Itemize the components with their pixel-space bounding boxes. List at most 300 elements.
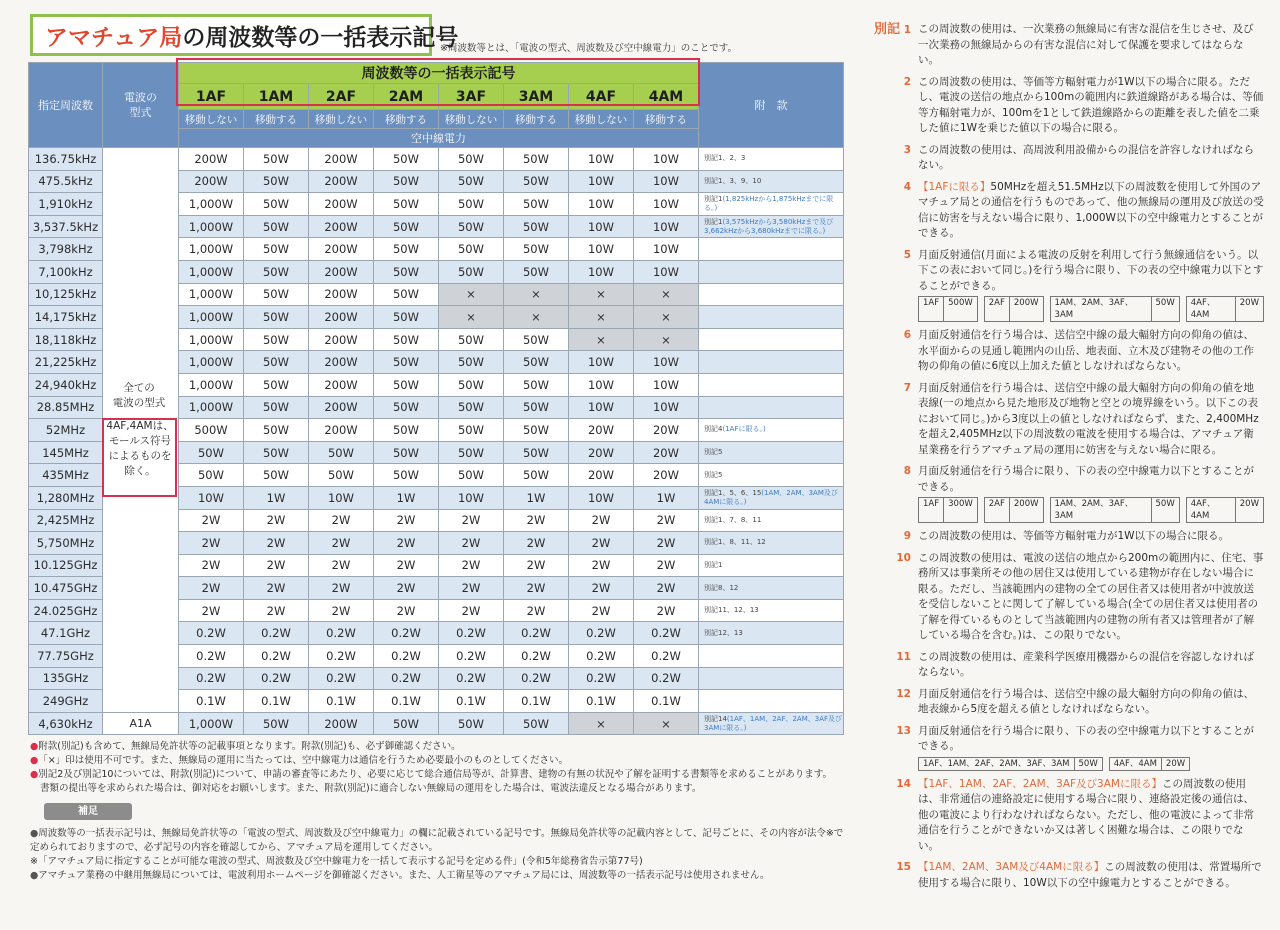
frequency-cell: 28.85MHz xyxy=(29,396,103,419)
frequency-cell: 10,125kHz xyxy=(29,283,103,306)
mode-all-line1: 全ての xyxy=(123,382,155,394)
power-cell: 1,000W xyxy=(179,306,244,329)
appendix-text: この周波数の使用は、高周波利用設備からの混信を許容しなければならない。 xyxy=(918,143,1254,171)
power-cell: 2W xyxy=(439,577,504,600)
appendix-number-value: 10 xyxy=(896,551,911,564)
power-cell: 50W xyxy=(504,712,569,735)
power-cell: 50W xyxy=(504,193,569,216)
power-cell: 0.2W xyxy=(569,645,634,668)
power-cell: × xyxy=(634,283,699,306)
power-cell: 200W xyxy=(309,148,374,171)
power-cell: 0.1W xyxy=(309,690,374,713)
power-cell: 0.1W xyxy=(569,690,634,713)
frequency-cell: 18,118kHz xyxy=(29,328,103,351)
power-cell: 10W xyxy=(569,238,634,261)
note-cell xyxy=(699,238,844,261)
appendix-text: 月面反射通信を行う場合に限り、下の表の空中線電力以下とすることができる。 xyxy=(918,724,1254,752)
power-cell: 2W xyxy=(634,554,699,577)
frequency-cell: 5,750MHz xyxy=(29,532,103,555)
supplement-note: ●アマチュア業務の中継用無線局については、電波利用ホームページを御確認ください。また、人工衛星等のアマチュア局には、周波数等の一括表示記号は使用されません。 xyxy=(30,870,770,881)
frequency-cell: 24,940kHz xyxy=(29,373,103,396)
power-cell: 1W xyxy=(244,486,309,509)
power-cell: 2W xyxy=(634,532,699,555)
power-cell: 2W xyxy=(569,509,634,532)
power-cell: 0.2W xyxy=(634,622,699,645)
col-header-group: 周波数等の一括表示記号 xyxy=(179,63,699,84)
power-cell: 10W xyxy=(634,148,699,171)
power-cell: 50W xyxy=(439,193,504,216)
power-cell: 2W xyxy=(244,577,309,600)
power-limit-code: 4AF、4AM xyxy=(1113,758,1157,769)
frequency-cell: 2,425MHz xyxy=(29,509,103,532)
frequency-cell: 47.1GHz xyxy=(29,622,103,645)
frequency-cell: 135GHz xyxy=(29,667,103,690)
power-cell: 10W xyxy=(309,486,374,509)
mode-exception-text xyxy=(103,419,177,479)
power-cell: 2W xyxy=(504,599,569,622)
power-cell: 50W xyxy=(504,148,569,171)
appendix-number-value: 13 xyxy=(896,724,911,737)
note-cell xyxy=(699,351,844,374)
power-limit-entry xyxy=(1050,296,1180,322)
col-header-notes: 附 款 xyxy=(699,63,844,148)
appendix-item xyxy=(874,529,1264,545)
mode-all-label xyxy=(96,381,182,411)
power-cell: 50W xyxy=(244,328,309,351)
appendix-text: 月面反射通信を行う場合は、送信空中線の最大輻射方向の仰角の値は、地表線から5度を超える値としなければならない。 xyxy=(918,687,1254,715)
power-cell: 50W xyxy=(374,193,439,216)
power-cell: 2W xyxy=(374,577,439,600)
power-cell: 0.2W xyxy=(634,667,699,690)
frequency-cell: 145MHz xyxy=(29,441,103,464)
power-cell: 1,000W xyxy=(179,260,244,283)
power-cell: 10W xyxy=(634,260,699,283)
power-cell: 50W xyxy=(374,170,439,193)
note-cell xyxy=(699,283,844,306)
appendix-number-value: 11 xyxy=(896,650,911,663)
bottom-note: ●「×」印は使用不可です。また、無線局の運用に当たっては、空中線電力は通信を行うため必要最小のものとしてください。 xyxy=(30,755,568,766)
power-limit-table xyxy=(918,497,1264,523)
power-cell: 0.2W xyxy=(439,622,504,645)
power-cell: 20W xyxy=(634,464,699,487)
power-cell: 1,000W xyxy=(179,238,244,261)
power-limit-entry xyxy=(1186,497,1264,523)
power-cell: 0.2W xyxy=(374,622,439,645)
power-limit-code: 1AM、2AM、3AF、3AM xyxy=(1054,298,1134,320)
power-cell: 0.2W xyxy=(244,645,309,668)
appendix-number xyxy=(874,777,916,793)
power-cell: 0.2W xyxy=(244,667,309,690)
appendix-number xyxy=(874,381,916,397)
power-cell: 200W xyxy=(179,170,244,193)
power-cell: 0.1W xyxy=(439,690,504,713)
mode-exception-line: 4AF,4AMは、 xyxy=(106,420,174,432)
power-limit-value: 50W xyxy=(1151,297,1179,321)
power-limit-value: 20W xyxy=(1235,297,1263,321)
power-limit-code: 2AF xyxy=(988,298,1005,308)
power-cell: 10W xyxy=(569,215,634,238)
frequency-cell: 7,100kHz xyxy=(29,260,103,283)
power-cell: 2W xyxy=(439,599,504,622)
power-limit-entry xyxy=(918,296,978,322)
power-cell: 200W xyxy=(309,170,374,193)
power-cell: 2W xyxy=(374,599,439,622)
power-cell: 10W xyxy=(179,486,244,509)
note-cell: 別記1、2、3 xyxy=(699,148,844,171)
power-cell: 50W xyxy=(439,215,504,238)
code-header: 1AM xyxy=(244,84,309,110)
power-cell: 50W xyxy=(374,373,439,396)
power-cell: 50W xyxy=(374,215,439,238)
power-cell: 1W xyxy=(374,486,439,509)
appendix-number-value: 3 xyxy=(903,143,911,156)
power-cell: 200W xyxy=(309,373,374,396)
power-cell: 50W xyxy=(439,396,504,419)
table-row xyxy=(29,712,844,735)
power-cell: 2W xyxy=(244,599,309,622)
appendix-number-value: 12 xyxy=(896,687,911,700)
note-cell: 別記1、3、9、10 xyxy=(699,170,844,193)
supplement-notes xyxy=(30,827,850,883)
power-cell: 2W xyxy=(504,509,569,532)
power-cell: 20W xyxy=(569,441,634,464)
power-cell: 2W xyxy=(439,532,504,555)
power-cell: 200W xyxy=(309,351,374,374)
power-cell: 0.2W xyxy=(439,645,504,668)
power-cell: 2W xyxy=(374,554,439,577)
power-cell: 0.2W xyxy=(374,645,439,668)
power-cell: × xyxy=(569,328,634,351)
power-limit-code: 2AF xyxy=(988,499,1005,509)
power-limit-value: 20W xyxy=(1161,758,1189,770)
power-cell: 50W xyxy=(309,441,374,464)
power-cell: 2W xyxy=(569,532,634,555)
appendix-number xyxy=(874,22,916,39)
appendix-number-value: 7 xyxy=(903,381,911,394)
power-cell: 20W xyxy=(569,464,634,487)
power-cell: 50W xyxy=(244,238,309,261)
appendix-scope: 【1AFに限る】 xyxy=(918,180,991,193)
frequency-cell: 3,537.5kHz xyxy=(29,215,103,238)
power-limit-entry xyxy=(918,497,978,523)
power-cell: 50W xyxy=(504,351,569,374)
frequency-cell: 14,175kHz xyxy=(29,306,103,329)
power-cell: 10W xyxy=(569,170,634,193)
appendix-text: この周波数の使用は、電波の送信の地点から200mの範囲内に、住宅、事務所又は事業所その他の居住又は使用している建物が存在しない場合に限る。ただし、当該範囲内の建物の全ての居住者又は使用者が中波放送を受信しないことに関して了解している場合(全ての居住者又は使用者の了解を得ているものとして当該範囲内の建物の所有者又は管理者が了解している場合を含む。)は、この限りでない。 xyxy=(918,551,1264,641)
appendix-item xyxy=(874,687,1264,718)
power-cell: 50W xyxy=(374,260,439,283)
power-limit-entry xyxy=(1186,296,1264,322)
mode-all-line2: 電波の型式 xyxy=(112,397,166,409)
bottom-note: ●別記2及び別記10については、附款(別記)について、申請の審査等にあたり、必要に応じて総合通信局等が、計算書、建物の有無の状況や了解を証明する書類等を求めることがあります。 xyxy=(30,769,833,780)
power-cell: 200W xyxy=(309,215,374,238)
power-limit-code: 1AF xyxy=(923,298,940,308)
appendix-number-value: 1 xyxy=(903,24,911,36)
power-cell: 10W xyxy=(569,396,634,419)
power-cell: × xyxy=(504,283,569,306)
appendix-number xyxy=(874,529,916,545)
power-cell: 50W xyxy=(244,464,309,487)
appendix-item xyxy=(874,381,1264,459)
power-cell: 1W xyxy=(504,486,569,509)
note-cell: 別記1、8、11、12 xyxy=(699,532,844,555)
mode-exception-line: によるものを xyxy=(108,450,172,462)
power-cell: 50W xyxy=(439,441,504,464)
bottom-notes xyxy=(30,740,850,796)
power-cell: 50W xyxy=(504,260,569,283)
appendix-text: この周波数の使用は、等価等方輻射電力が1W以下の場合に限る。 xyxy=(918,530,1230,542)
appendix-item xyxy=(874,777,1264,855)
power-cell: 50W xyxy=(374,712,439,735)
power-cell: 10W xyxy=(634,373,699,396)
appendix-item xyxy=(874,650,1264,681)
mode-cell: A1A xyxy=(103,712,179,735)
appendix-number xyxy=(874,248,916,264)
page-title xyxy=(30,14,459,56)
power-cell: 0.2W xyxy=(244,622,309,645)
power-cell: × xyxy=(439,283,504,306)
power-cell: 0.1W xyxy=(634,690,699,713)
power-cell: 50W xyxy=(244,215,309,238)
power-cell: 50W xyxy=(439,148,504,171)
mobility-header: 移動する xyxy=(374,110,439,129)
frequency-cell: 475.5kHz xyxy=(29,170,103,193)
appendix-text: この周波数の使用は、非常通信の連絡設定に使用する場合に限り、連絡設定後の通信は、他の電波により行わなければならない。ただし、他の電波によって非常通信を行うことができないか又は著しく困難な場合は、この限りでない。 xyxy=(918,777,1254,852)
power-cell: 0.2W xyxy=(309,667,374,690)
mode-exception-line: モールス符号 xyxy=(108,435,172,447)
frequency-cell: 435MHz xyxy=(29,464,103,487)
power-cell: 2W xyxy=(244,532,309,555)
power-cell: 1,000W xyxy=(179,396,244,419)
power-cell: 10W xyxy=(634,396,699,419)
appendix-item xyxy=(874,328,1264,375)
note-cell xyxy=(699,645,844,668)
power-cell: × xyxy=(569,283,634,306)
power-cell: 20W xyxy=(569,419,634,442)
power-cell: 2W xyxy=(309,554,374,577)
power-cell: 10W xyxy=(569,351,634,374)
power-cell: 1,000W xyxy=(179,712,244,735)
frequency-cell: 4,630kHz xyxy=(29,712,103,735)
table-row xyxy=(29,148,844,171)
power-cell: 2W xyxy=(244,554,309,577)
power-cell: 50W xyxy=(504,238,569,261)
appendix-number-value: 2 xyxy=(903,75,911,88)
power-limit-value: 300W xyxy=(943,498,977,522)
appendix-number xyxy=(874,860,916,876)
power-cell: 50W xyxy=(244,373,309,396)
col-header-frequency: 指定周波数 xyxy=(29,63,103,148)
appendix-heading: 別記 xyxy=(874,22,901,37)
power-cell: 50W xyxy=(504,170,569,193)
header-highlight-frame xyxy=(176,58,700,106)
power-cell: 50W xyxy=(374,283,439,306)
appendix-item xyxy=(874,22,1264,69)
power-cell: 50W xyxy=(504,396,569,419)
power-cell: 50W xyxy=(244,306,309,329)
appendix-text: 50MHzを超え51.5MHz以下の周波数を使用して外国のアマチュア局との通信を行うものであって、他の無線局の運用及び放送の受信に妨害を与えない場合に限り、1,000W以下の空中線電力とすることができる。 xyxy=(918,180,1264,239)
power-cell: 50W xyxy=(439,351,504,374)
appendix-number xyxy=(874,328,916,344)
frequency-cell: 1,910kHz xyxy=(29,193,103,216)
power-cell: 20W xyxy=(634,441,699,464)
page-title-highlight: アマチュア局 xyxy=(45,24,183,51)
power-cell: 1,000W xyxy=(179,328,244,351)
power-cell: 2W xyxy=(179,554,244,577)
power-limit-code: 1AF、1AM、2AF、2AM、3AF、3AM xyxy=(923,758,1070,769)
mobility-header: 移動する xyxy=(504,110,569,129)
appendix-number-value: 14 xyxy=(896,777,911,790)
power-cell: 2W xyxy=(179,599,244,622)
power-cell: 2W xyxy=(309,599,374,622)
appendix-number xyxy=(874,143,916,159)
power-cell: 0.2W xyxy=(504,622,569,645)
power-cell: 50W xyxy=(374,328,439,351)
power-cell: 0.2W xyxy=(179,645,244,668)
power-limit-entry xyxy=(984,497,1044,523)
power-limit-value: 20W xyxy=(1235,498,1263,522)
appendix-item xyxy=(874,248,1264,323)
power-limit-code: 4AF、4AM xyxy=(1190,298,1216,320)
appendix-text: この周波数の使用は、産業科学医療用機器からの混信を容認しなければならない。 xyxy=(918,650,1254,678)
power-limit-entry xyxy=(1109,757,1190,771)
power-cell: 0.1W xyxy=(244,690,309,713)
note-cell: 別記5 xyxy=(699,464,844,487)
code-header: 4AM xyxy=(634,84,699,110)
appendix-number-value: 6 xyxy=(903,329,911,341)
code-header: 2AM xyxy=(374,84,439,110)
col-header-antenna: 空中線電力 xyxy=(179,129,699,148)
code-header: 3AF xyxy=(439,84,504,110)
power-cell: 50W xyxy=(439,419,504,442)
power-cell: × xyxy=(439,306,504,329)
power-limit-code: 1AM、2AM、3AF、3AM xyxy=(1054,499,1134,521)
power-cell: 1,000W xyxy=(179,351,244,374)
power-cell: 0.2W xyxy=(374,667,439,690)
note-cell: 別記14(1AF、1AM、2AF、2AM、3AF及び3AMに限る。) xyxy=(699,712,844,735)
power-cell: 2W xyxy=(504,554,569,577)
power-cell: 50W xyxy=(179,441,244,464)
note-cell xyxy=(699,373,844,396)
frequency-cell: 136.75kHz xyxy=(29,148,103,171)
power-cell: 50W xyxy=(439,170,504,193)
power-cell: 50W xyxy=(439,373,504,396)
frequency-cell: 52MHz xyxy=(29,419,103,442)
power-cell: 2W xyxy=(634,577,699,600)
note-cell: 別記1(1,825kHzから1,875kHzまでに限る。) xyxy=(699,193,844,216)
frequency-cell: 3,798kHz xyxy=(29,238,103,261)
power-cell: 200W xyxy=(309,260,374,283)
appendix-number-value: 8 xyxy=(903,465,911,477)
power-cell: 50W xyxy=(504,419,569,442)
appendix-item xyxy=(874,143,1264,174)
power-limit-value: 50W xyxy=(1151,498,1179,522)
power-limit-value: 200W xyxy=(1009,297,1043,321)
mobility-header: 移動しない xyxy=(439,110,504,129)
power-cell: 200W xyxy=(179,148,244,171)
power-cell: 2W xyxy=(309,509,374,532)
power-cell: 200W xyxy=(309,419,374,442)
power-cell: × xyxy=(504,306,569,329)
power-cell: × xyxy=(634,328,699,351)
appendix-text: 月面反射通信を行う場合は、送信空中線の最大輻射方向の仰角の値は、水平面からの見通し範囲内の山岳、地表面、立木及び建物その他の工作物の仰角の値に6度以上加えた値としなければならない。 xyxy=(918,329,1254,372)
power-cell: 10W xyxy=(569,193,634,216)
power-cell: 0.2W xyxy=(179,667,244,690)
power-cell: 50W xyxy=(374,148,439,171)
power-cell: 50W xyxy=(504,373,569,396)
power-cell: 10W xyxy=(569,148,634,171)
power-cell: 0.1W xyxy=(179,690,244,713)
frequency-cell: 21,225kHz xyxy=(29,351,103,374)
supplement-note: ●周波数等の一括表示記号は、無線局免許状等の「電波の型式、周波数及び空中線電力」の欄に記載されている記号です。無線局免許状等の記載内容として、記号ごとに、その内容が法令※で xyxy=(30,828,844,839)
power-cell: 0.1W xyxy=(504,690,569,713)
power-cell: 50W xyxy=(309,464,374,487)
supplement-note: 定められておりますので、必ず記号の内容を確認してから、アマチュア局を運用してください。 xyxy=(30,842,439,853)
power-cell: 50W xyxy=(179,464,244,487)
note-cell: 別記1、5、6、15(1AM、2AM、3AM及び4AMに限る。) xyxy=(699,486,844,509)
appendix-item xyxy=(874,860,1264,891)
power-cell: 50W xyxy=(374,306,439,329)
power-limit-entry xyxy=(984,296,1044,322)
bottom-note: ●附款(別記)も含めて、無線局免許状等の記載事項となります。附款(別記)も、必ず御確認ください。 xyxy=(30,741,461,752)
power-cell: 0.2W xyxy=(504,645,569,668)
power-cell: 50W xyxy=(244,441,309,464)
frequency-cell: 1,280MHz xyxy=(29,486,103,509)
power-cell: 10W xyxy=(569,373,634,396)
power-limit-code: 1AF xyxy=(923,499,940,509)
power-cell: × xyxy=(569,306,634,329)
power-cell: 200W xyxy=(309,238,374,261)
power-cell: 1,000W xyxy=(179,215,244,238)
frequency-cell: 24.025GHz xyxy=(29,599,103,622)
power-cell: 200W xyxy=(309,328,374,351)
power-cell: 1,000W xyxy=(179,373,244,396)
power-cell: 200W xyxy=(309,306,374,329)
power-cell: 50W xyxy=(374,351,439,374)
power-cell: 10W xyxy=(634,215,699,238)
note-cell xyxy=(699,690,844,713)
power-cell: 50W xyxy=(374,396,439,419)
power-cell: 0.2W xyxy=(309,622,374,645)
note-cell xyxy=(699,396,844,419)
power-cell: 2W xyxy=(504,577,569,600)
power-cell: 10W xyxy=(569,486,634,509)
power-cell: 50W xyxy=(374,441,439,464)
power-cell: × xyxy=(569,712,634,735)
mobility-header: 移動する xyxy=(634,110,699,129)
power-cell: 2W xyxy=(634,509,699,532)
appendix-notes xyxy=(874,22,1264,897)
col-header-mode: 電波の 型式 xyxy=(103,63,179,148)
power-cell: 2W xyxy=(179,532,244,555)
code-header: 4AF xyxy=(569,84,634,110)
appendix-number-value: 4 xyxy=(903,180,911,193)
appendix-number xyxy=(874,650,916,666)
power-cell: 50W xyxy=(374,238,439,261)
power-cell: 2W xyxy=(439,554,504,577)
note-cell: 別記8、12 xyxy=(699,577,844,600)
power-limit-entry xyxy=(918,757,1103,771)
power-cell: 50W xyxy=(244,148,309,171)
power-limit-value: 200W xyxy=(1009,498,1043,522)
note-cell: 別記4(1AFに限る。) xyxy=(699,419,844,442)
appendix-scope: 【1AF、1AM、2AF、2AM、3AF及び3AMに限る】 xyxy=(918,777,1162,790)
code-header: 3AM xyxy=(504,84,569,110)
mode-exception-line: 除く。 xyxy=(124,465,156,477)
power-cell: 2W xyxy=(634,599,699,622)
appendix-text: この周波数の使用は、一次業務の無線局に有害な混信を生じさせ、及び一次業務の無線局からの有害な混信に対して保護を要求してはならない。 xyxy=(918,23,1254,66)
code-header: 2AF xyxy=(309,84,374,110)
